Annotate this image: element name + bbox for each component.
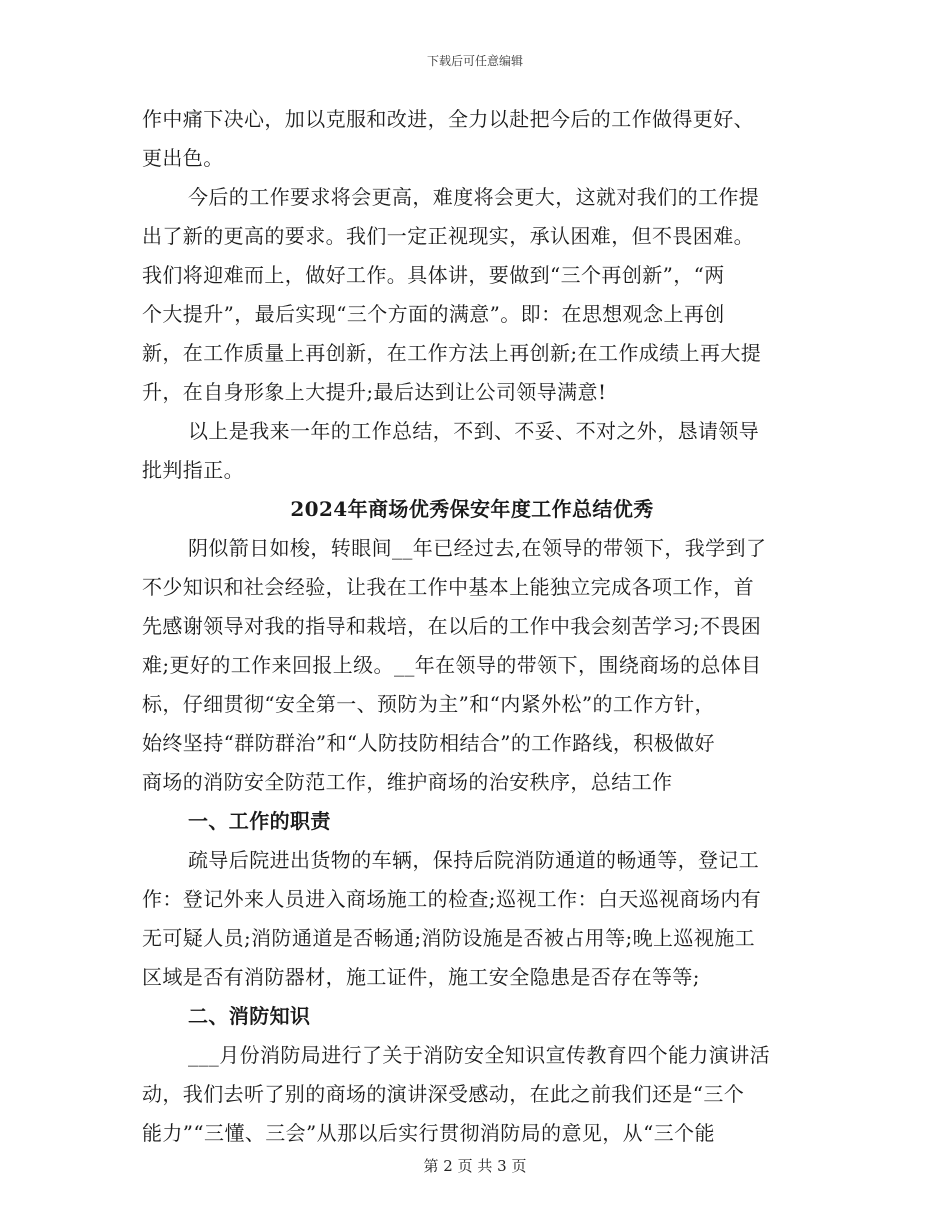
body-line: 先感谢领导对我的指导和栽培，在以后的工作中我会刻苦学习;不畏困 bbox=[142, 614, 762, 638]
body-line: 不少知识和社会经验，让我在工作中基本上能独立完成各项工作，首 bbox=[142, 575, 754, 599]
section-heading: 一、工作的职责 bbox=[188, 809, 331, 833]
page-footer: 第 2 页 共 3 页 bbox=[423, 1157, 527, 1175]
page-header: 下载后可任意编辑 bbox=[426, 54, 523, 68]
body-line: 始终坚持“群防群治”和“人防技防相结合”的工作路线，积极做好 bbox=[142, 731, 715, 755]
paragraph-start: 以上是我来一年的工作总结，不到、不妥、不对之外，恳请领导 bbox=[188, 419, 760, 443]
body-line: 标，仔细贯彻“安全第一、预防为主”和“内紧外松”的工作方针， bbox=[142, 692, 715, 716]
body-line: 作：登记外来人员进入商场施工的检查;巡视工作：白天巡视商场内有 bbox=[142, 887, 762, 911]
body-line: 动，我们去听了别的商场的演讲深受感动，在此之前我们还是“三个 bbox=[142, 1082, 745, 1106]
paragraph-start: 阴似箭日如梭，转眼间__年已经过去,在领导的带领下，我学到了 bbox=[188, 536, 767, 560]
body-line: 更出色。 bbox=[142, 146, 224, 170]
section-heading: 二、消防知识 bbox=[188, 1004, 311, 1028]
paragraph-start: 今后的工作要求将会更高，难度将会更大，这就对我们的工作提 bbox=[188, 185, 760, 209]
body-line: 出了新的更高的要求。我们一定正视现实，承认困难，但不畏困难。 bbox=[142, 224, 754, 248]
body-line: 区域是否有消防器材，施工证件，施工安全隐患是否存在等等; bbox=[142, 965, 700, 989]
body-line: 作中痛下决心，加以克服和改进，全力以赴把今后的工作做得更好、 bbox=[142, 107, 754, 131]
body-line: 批判指正。 bbox=[142, 458, 244, 482]
body-line: 难;更好的工作来回报上级。__年在领导的带领下，围绕商场的总体目 bbox=[142, 653, 762, 677]
body-line: 商场的消防安全防范工作，维护商场的治安秩序，总结工作 bbox=[142, 770, 673, 794]
section-title: 2024年商场优秀保安年度工作总结优秀 bbox=[290, 497, 654, 521]
paragraph-start: 疏导后院进出货物的车辆，保持后院消防通道的畅通等，登记工 bbox=[188, 848, 760, 872]
body-line: 新，在工作质量上再创新，在工作方法上再创新;在工作成绩上再大提 bbox=[142, 341, 762, 365]
body-line: 个大提升”，最后实现“三个方面的满意”。即：在思想观念上再创 bbox=[142, 302, 725, 326]
body-line: 能力”“三懂、三会”从那以后实行贯彻消防局的意见，从“三个能 bbox=[142, 1121, 715, 1145]
document-body bbox=[142, 100, 802, 1153]
body-line: 我们将迎难而上，做好工作。具体讲，要做到“三个再创新”，“两 bbox=[142, 263, 725, 287]
body-line: 升，在自身形象上大提升;最后达到让公司领导满意! bbox=[142, 380, 607, 404]
paragraph-start: ___月份消防局进行了关于消防安全知识宣传教育四个能力演讲活 bbox=[188, 1043, 770, 1067]
body-line: 无可疑人员;消防通道是否畅通;消防设施是否被占用等;晚上巡视施工 bbox=[142, 926, 756, 950]
